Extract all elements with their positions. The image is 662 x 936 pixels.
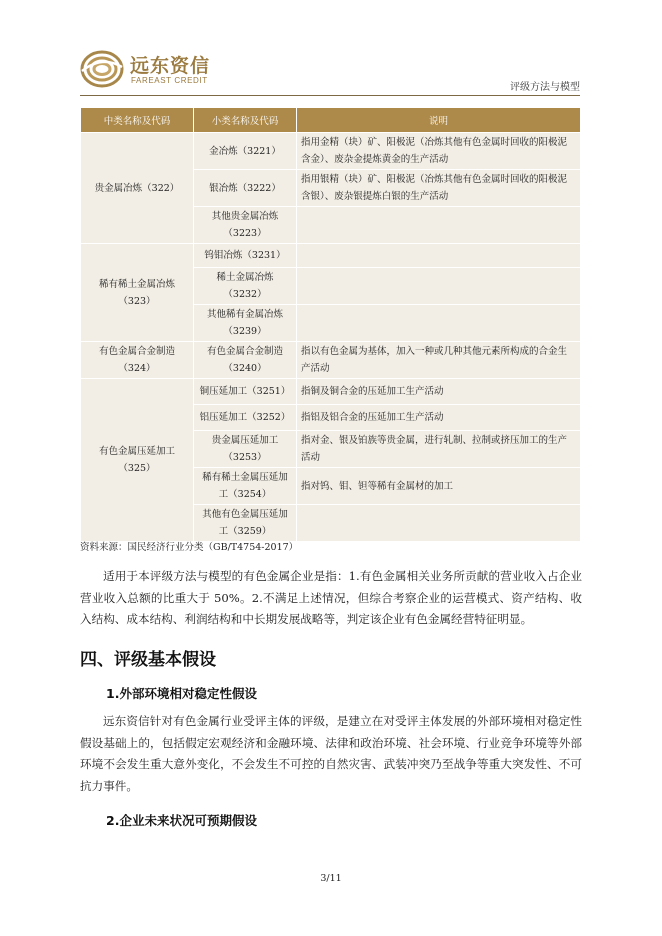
description-cell: 指铜及铜合金的压延加工生产活动 [297,379,581,405]
table-row [81,133,581,170]
sub-category-cell: 稀土金属冶炼（3232） [194,268,297,305]
scope-paragraph: 适用于本评级方法与模型的有色金属企业是指：1.有色金属相关业务所贡献的营业收入占企业营业收入总额的比重大于 50%。2.不满足上述情况，但综合考察企业的运营模式、资产结构、收入结构、成本结构、利润结构和中长期发展战略等，判定该企业有色金属经营特征明显。 [80,569,582,627]
column-header: 说明 [297,108,581,133]
sub-category-cell: 钨钼冶炼（3231） [194,244,297,268]
sub-category-cell: 金冶炼（3221） [194,133,297,170]
section-heading: 四、评级基本假设 [80,650,216,670]
column-header: 小类名称及代码 [194,108,297,133]
description-cell: 指对钨、钼、钽等稀有金属材的加工 [297,468,581,505]
sub-category-cell: 其他稀有金属冶炼（3239） [194,305,297,342]
subsection-heading: 2.企业未来状况可预期假设 [106,813,257,828]
fareast-logo-icon [80,49,124,89]
table-row [81,244,581,268]
fareast-credit-logo [80,49,280,89]
mid-category-cell: 有色金属合金制造（324） [81,342,194,379]
description-cell [297,268,581,305]
page-number: 3/11 [320,873,342,884]
table-row [81,342,581,379]
description-cell: 指以有色金属为基体，加入一种或几种其他元素所构成的合金生产活动 [297,342,581,379]
description-cell: 指对金、银及铂族等贵金属，进行轧制、拉制或挤压加工的生产活动 [297,431,581,468]
sub-category-cell: 贵金属压延加工（3253） [194,431,297,468]
sub-category-cell: 稀有稀土金属压延加工（3254） [194,468,297,505]
sub-category-cell: 银冶炼（3222） [194,170,297,207]
sub-category-cell: 铜压延加工（3251） [194,379,297,405]
header-section-title: 评级方法与模型 [510,82,580,93]
subsection-heading: 1.外部环境相对稳定性假设 [106,686,257,701]
description-cell: 指用银精（块）矿、阳极泥（冶炼其他有色金属时回收的阳极泥含银）、废杂银提炼白银的生产活动 [297,170,581,207]
mid-category-cell: 贵金属冶炼（322） [81,133,194,244]
page-header [80,45,580,95]
description-cell: 指用金精（块）矿、阳极泥（冶炼其他有色金属时回收的阳极泥含金）、废杂金提炼黄金的生产活动 [297,133,581,170]
sub-category-cell: 有色金属合金制造（3240） [194,342,297,379]
logo-chinese-text: 远东资信 [130,55,211,77]
mid-category-cell: 有色金属压延加工（325） [81,379,194,542]
sub-category-cell: 其他有色金属压延加工（3259） [194,505,297,542]
industry-classification-table [80,107,581,542]
logo-english-text: FAREAST CREDIT [131,76,208,85]
table-row [81,379,581,405]
mid-category-cell: 稀有稀土金属冶炼（323） [81,244,194,342]
table-header-row [81,108,581,133]
assumption-paragraph: 远东资信针对有色金属行业受评主体的评级，是建立在对受评主体发展的外部环境相对稳定性假设基础上的，包括假定宏观经济和金融环境、法律和政治环境、社会环境、行业竞争环境等外部环境不会发生重大意外变化，不会发生不可控的自然灾害、武装冲突乃至战争等重大突发性、不可抗力事件。 [80,714,582,793]
sub-category-cell: 其他贵金属冶炼（3223） [194,207,297,244]
header-divider [80,95,580,96]
description-cell [297,244,581,268]
sub-category-cell: 铝压延加工（3252） [194,405,297,431]
description-cell: 指铝及铝合金的压延加工生产活动 [297,405,581,431]
description-cell [297,207,581,244]
description-cell [297,505,581,542]
description-cell [297,305,581,342]
table-source-note: 资料来源：国民经济行业分类（GB/T4754-2017） [80,542,299,553]
column-header: 中类名称及代码 [81,108,194,133]
